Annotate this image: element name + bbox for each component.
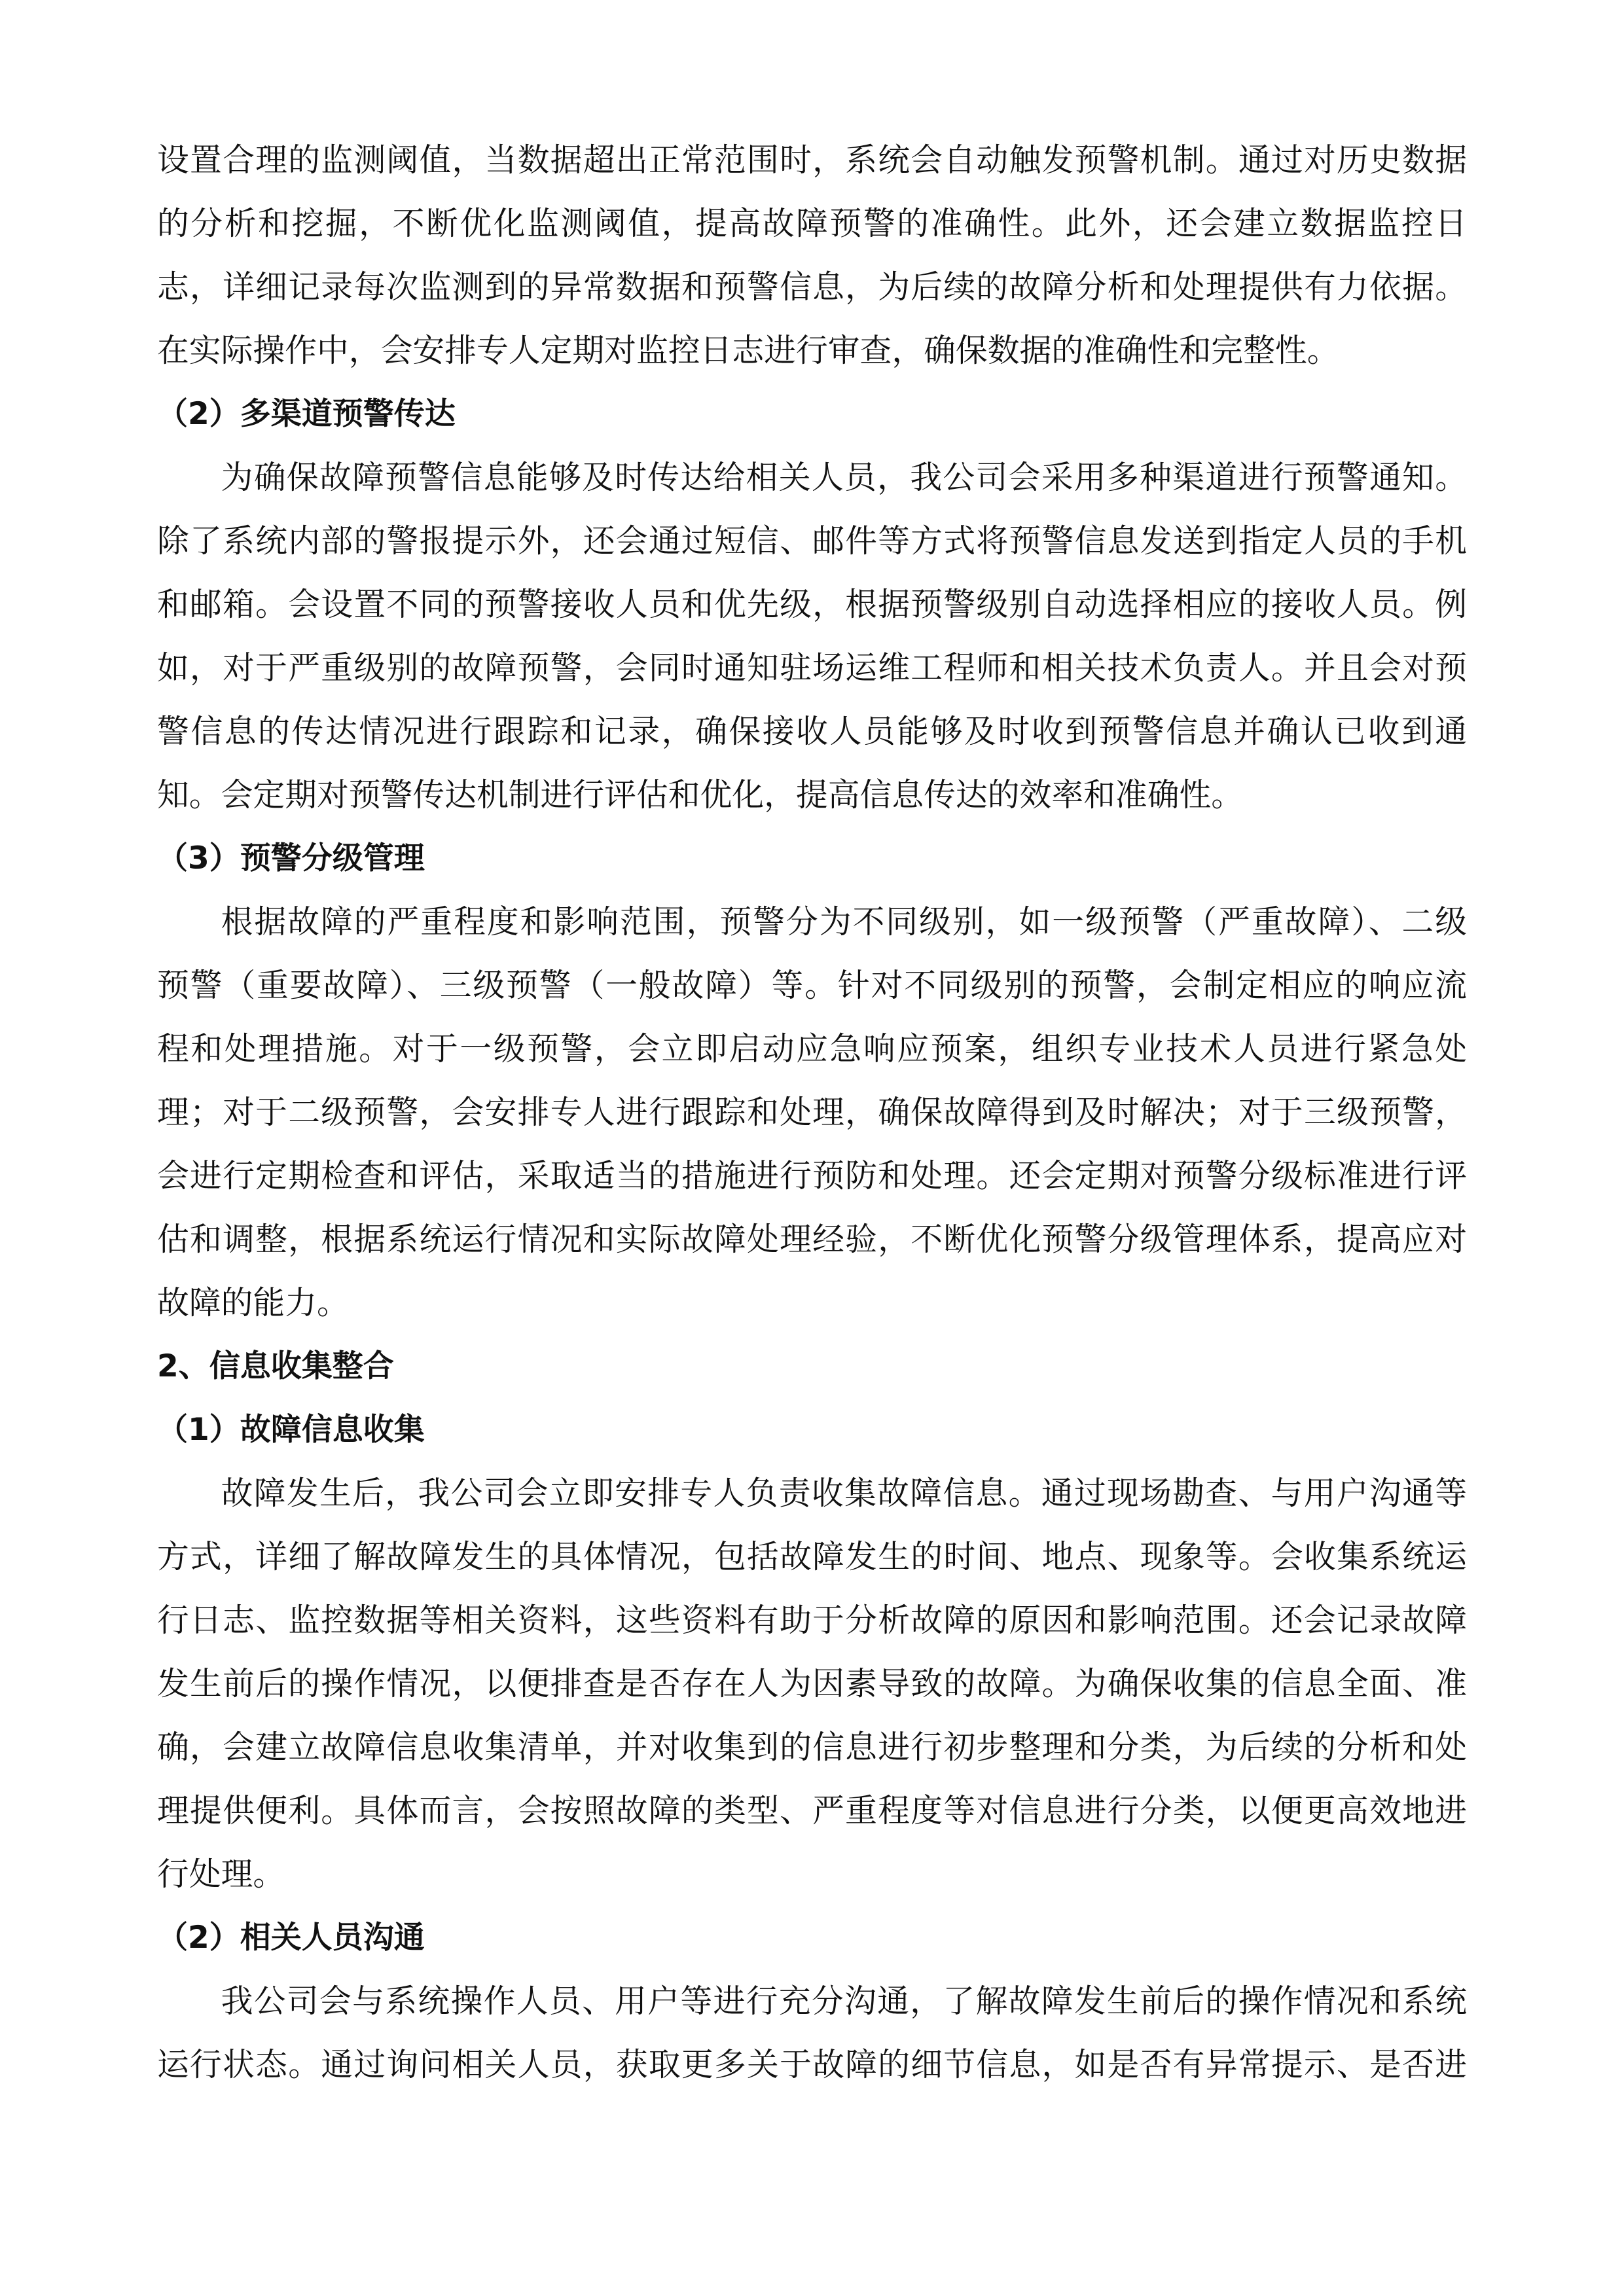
subheading-multichannel-alert: （2）多渠道预警传达 [157, 396, 456, 432]
heading-information-collection: 2、信息收集整合 [157, 1348, 394, 1384]
text-line: 估和调整，根据系统运行情况和实际故障处理经验，不断优化预警分级管理体系，提高应对 [157, 1221, 1467, 1258]
text-line: 设置合理的监测阈值，当数据超出正常范围时，系统会自动触发预警机制。通过对历史数据 [157, 141, 1467, 179]
text-line: 理；对于二级预警，会安排专人进行跟踪和处理，确保故障得到及时解决；对于三级预警， [157, 1094, 1467, 1131]
text-line: 和邮箱。会设置不同的预警接收人员和优先级，根据预警级别自动选择相应的接收人员。例 [157, 586, 1467, 623]
text-line: 运行状态。通过询问相关人员，获取更多关于故障的细节信息，如是否有异常提示、是否进 [157, 2046, 1467, 2083]
text-line: 为确保故障预警信息能够及时传达给相关人员，我公司会采用多种渠道进行预警通知。 [221, 459, 1467, 496]
text-line: 程和处理措施。对于一级预警，会立即启动应急响应预案，组织专业技术人员进行紧急处 [157, 1030, 1467, 1067]
document-page [157, 128, 1467, 2096]
text-line: 理提供便利。具体而言，会按照故障的类型、严重程度等对信息进行分类，以便更高效地进 [157, 1792, 1467, 1829]
subheading-alert-level-management: （3）预警分级管理 [157, 840, 425, 876]
text-line: 警信息的传达情况进行跟踪和记录，确保接收人员能够及时收到预警信息并确认已收到通 [157, 713, 1467, 750]
text-line: 志，详细记录每次监测到的异常数据和预警信息，为后续的故障分析和处理提供有力依据。 [157, 268, 1467, 306]
text-line: 的分析和挖掘，不断优化监测阈值，提高故障预警的准确性。此外，还会建立数据监控日 [157, 205, 1467, 242]
subheading-fault-info-collection: （1）故障信息收集 [157, 1412, 425, 1448]
paragraph-personnel-communication [157, 1969, 1467, 2096]
paragraph-alert-level-management [157, 890, 1467, 1335]
paragraph-monitoring-threshold [157, 128, 1467, 382]
text-line: 除了系统内部的警报提示外，还会通过短信、邮件等方式将预警信息发送到指定人员的手机 [157, 522, 1467, 560]
text-line: 会进行定期检查和评估，采取适当的措施进行预防和处理。还会定期对预警分级标准进行评 [157, 1157, 1467, 1194]
text-line: 故障发生后，我公司会立即安排专人负责收集故障信息。通过现场勘查、与用户沟通等 [221, 1475, 1467, 1512]
text-line: 如，对于严重级别的故障预警，会同时通知驻场运维工程师和相关技术负责人。并且会对预 [157, 649, 1467, 687]
text-line: 行日志、监控数据等相关资料，这些资料有助于分析故障的原因和影响范围。还会记录故障 [157, 1602, 1467, 1639]
text-line: 在实际操作中，会安排专人定期对监控日志进行审查，确保数据的准确性和完整性。 [157, 332, 1339, 369]
paragraph-fault-info-collection [157, 1462, 1467, 1906]
text-line: 发生前后的操作情况，以便排查是否存在人为因素导致的故障。为确保收集的信息全面、准 [157, 1665, 1467, 1702]
text-line: 知。会定期对预警传达机制进行评估和优化，提高信息传达的效率和准确性。 [157, 776, 1244, 814]
text-line: 方式，详细了解故障发生的具体情况，包括故障发生的时间、地点、现象等。会收集系统运 [157, 1538, 1467, 1575]
paragraph-multichannel-alert [157, 446, 1467, 827]
text-line: 我公司会与系统操作人员、用户等进行充分沟通，了解故障发生前后的操作情况和系统 [221, 1982, 1467, 2020]
subheading-personnel-communication: （2）相关人员沟通 [157, 1920, 425, 1956]
text-line: 根据故障的严重程度和影响范围，预警分为不同级别，如一级预警（严重故障）、二级 [221, 903, 1467, 941]
text-line: 确，会建立故障信息收集清单，并对收集到的信息进行初步整理和分类，为后续的分析和处 [157, 1729, 1467, 1766]
text-line: 行处理。 [157, 1856, 285, 1893]
text-line: 故障的能力。 [157, 1284, 349, 1321]
text-line: 预警（重要故障）、三级预警（一般故障）等。针对不同级别的预警，会制定相应的响应流 [157, 967, 1467, 1004]
